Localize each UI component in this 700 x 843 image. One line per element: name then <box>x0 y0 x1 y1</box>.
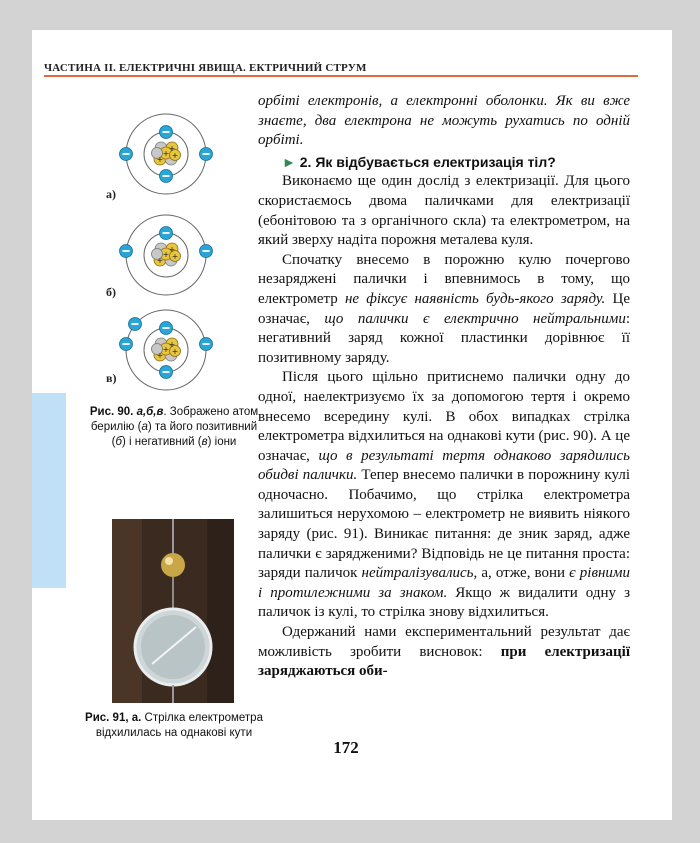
main-text <box>258 92 630 682</box>
caption-part: ) іони <box>207 436 237 448</box>
text-run: при електризації заряджаються оби- <box>258 643 630 680</box>
paragraph-0: орбіті електронів, а електронні оболонки. Як ви вже знаєте, два електрона не можуть рухатись по одній орбіті. <box>258 93 630 149</box>
text-run: Спочатку внесемо в порожню кулю почергово незаряджені палички і впевнимось в тому, що електрометр <box>258 251 630 307</box>
atom-c <box>120 310 213 390</box>
text-run: Після цього щільно притиснемо палички одну до одної, наелектризуємо їх за допомогою тертя і окремо внесемо всередину кулі. В обох випадках стрілка електрометра відхилиться на однакові кути (рис. 90). А це означає, <box>258 369 630 464</box>
caption-part: а <box>141 421 148 433</box>
figure-90 <box>76 87 230 392</box>
electrometer-photo <box>112 519 234 703</box>
paragraph-1: Виконаємо ще один дослід з електризації. Для цього скористаємось двома паличками для електризації (ебонітовою та з органічного скла) та електрометром, на який зверху надіта порожня металева куля. <box>258 173 630 249</box>
arrow-icon: ► <box>282 153 296 170</box>
figure-91-caption-text: Стрілка електрометра відхилилась на однакові кути <box>95 712 263 739</box>
page-number: 172 <box>333 738 359 757</box>
figure-91-caption <box>84 711 264 741</box>
text-run: , а, отже, вони <box>473 565 570 582</box>
text-run: Якщо ж видалити одну з паличок із кулі, то стрілка знову відхилиться. <box>258 584 630 621</box>
paragraph-4 <box>258 623 630 682</box>
text-run: не фіксує наявність будь-якого заряду. <box>344 290 606 307</box>
paragraph-3 <box>258 368 630 623</box>
paragraph-2 <box>258 251 630 369</box>
text-run: Тепер внесемо палички в порожнину кулі одночасно. Побачимо, що стрілка електрометра залишиться нерухомою – електрометр не виявить ніякого заряду (рис. 91). Виникає питання: де зник заряд, адже палички є зарядженими? Відповідь не це питання проста: заряди паличок <box>258 467 631 582</box>
text-run: є рівними і протилежними за знаком. <box>258 565 630 601</box>
section-heading-text: 2. Як відбувається електризація тіл? <box>299 153 556 170</box>
label-a: а) <box>106 187 116 201</box>
electrometer-image <box>112 519 234 703</box>
caption-part: ) і негативний ( <box>121 436 202 448</box>
atom-diagrams: + + <box>80 92 230 392</box>
text-run: що палички є електрично нейтральними <box>324 310 626 327</box>
figure-91-caption-bold: Рис. 91, а. <box>85 712 142 724</box>
caption-part: в <box>201 436 208 448</box>
atom-a <box>120 114 213 194</box>
label-b: б) <box>106 285 116 299</box>
text-run: що в результаті тертя однаково зарядились обидві палички. <box>258 447 630 484</box>
figure-90-caption-bold: Рис. 90. <box>89 406 134 418</box>
header-rule <box>44 75 638 77</box>
caption-part: б <box>115 436 122 448</box>
figure-90-caption <box>86 405 262 450</box>
caption-part: . Зображено атом берилію ( <box>90 406 259 433</box>
text-run: нейтралізувались <box>361 565 474 582</box>
text-run: : негативний заряд кожної пластинки дорівнює її позитивному заряду. <box>258 310 630 366</box>
label-c: в) <box>106 371 117 385</box>
caption-part: а,б,в <box>136 406 164 418</box>
side-tab <box>32 393 66 588</box>
caption-part: ) та його позитивний ( <box>111 421 258 448</box>
section-heading <box>258 153 630 173</box>
atom-b <box>120 215 213 295</box>
text-run: Це означає, <box>258 290 630 327</box>
page-header: ЧАСТИНА ІІ. ЕЛЕКТРИЧНІ ЯВИЩА. ЕКТРИЧНИЙ СТРУМ <box>44 62 367 74</box>
text-run: Одержаний нами експериментальний результат дає можливість зробити висновок: <box>258 624 630 660</box>
